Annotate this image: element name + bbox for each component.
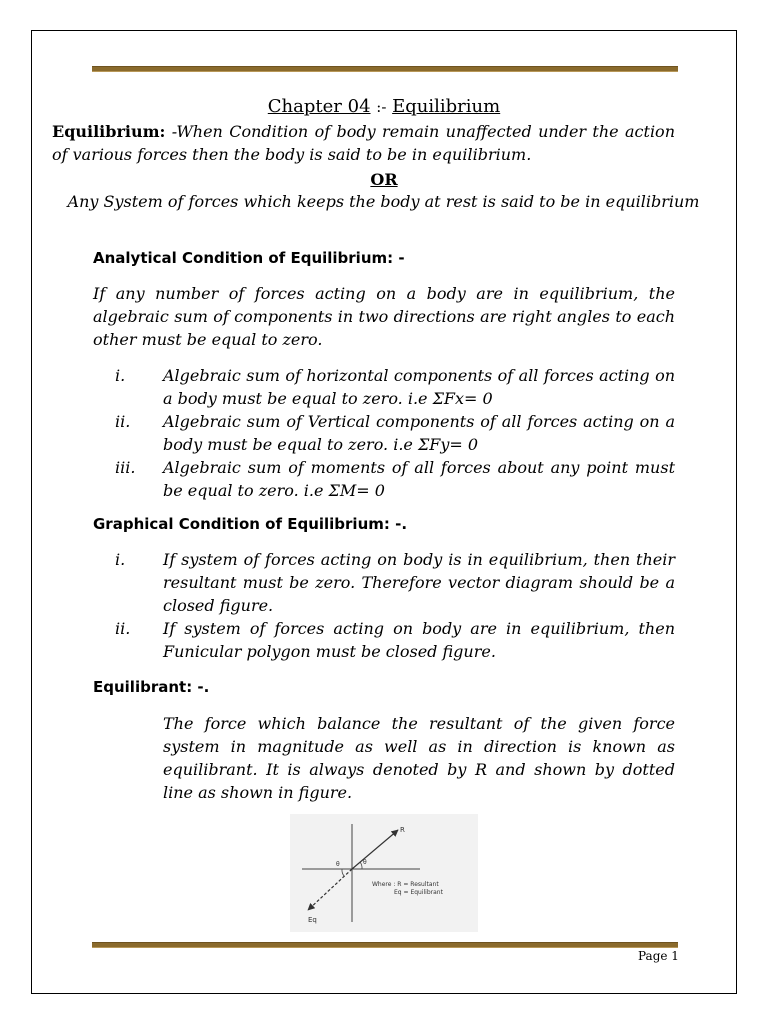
analytical-intro: If any number of forces acting on a body are in equilibrium, the algebraic sum of components in two directions are right angles to each other must be equal to zero. — [93, 284, 675, 349]
angle-arc — [342, 869, 344, 876]
list-item-number: ii. — [115, 412, 131, 431]
chapter-title: Equilibrium — [392, 96, 501, 117]
list-item-number: ii. — [115, 619, 131, 638]
force-diagram — [290, 814, 478, 932]
list-item-number: iii. — [115, 458, 136, 477]
list-item-number: i. — [115, 550, 126, 569]
label-theta: θ — [363, 859, 367, 866]
list-item-number: i. — [115, 366, 126, 385]
legend-line-1: Where : R = Resultant — [372, 881, 439, 888]
legend-line-2: Eq = Equilibrant — [394, 889, 443, 896]
list-item — [93, 410, 675, 456]
label-r: R — [400, 826, 405, 834]
header-rule — [92, 66, 678, 72]
page-number: Page 1 — [638, 949, 679, 963]
list-item-text: If system of forces acting on body are in equilibrium, then Funicular polygon must be closed figure. — [163, 619, 675, 661]
alt-definition: Any System of forces which keeps the body at rest is said to be in equilibrium — [67, 192, 700, 211]
angle-arc — [360, 862, 362, 869]
chapter-label: Chapter 04 — [267, 96, 371, 117]
list-item-text: Algebraic sum of Vertical components of all forces acting on a body must be equal to zero. i.e ΣFy= 0 — [163, 412, 675, 454]
list-item-text: Algebraic sum of moments of all forces about any point must be equal to zero. i.e ΣM= 0 — [163, 458, 675, 500]
definition-term: Equilibrium: — [52, 122, 166, 141]
footer-rule — [92, 942, 678, 948]
analytical-list — [93, 364, 675, 502]
definition-paragraph — [52, 120, 675, 166]
list-item — [93, 456, 675, 502]
list-item-text: If system of forces acting on body is in equilibrium, then their resultant must be zero. Therefore vector diagram should be a closed figure. — [163, 550, 675, 615]
equilibrant-heading: Equilibrant: -. — [93, 678, 210, 696]
equilibrant-arrow — [308, 869, 352, 910]
analytical-heading: Analytical Condition of Equilibrium: - — [93, 249, 405, 267]
label-theta: θ — [336, 861, 340, 868]
list-item — [93, 548, 675, 617]
graphical-heading: Graphical Condition of Equilibrium: -. — [93, 515, 408, 533]
label-eq: Eq — [308, 916, 317, 924]
equilibrant-paragraph: The force which balance the resultant of the given force system in magnitude as well as in direction is known as equilibrant. It is always denoted by R and shown by dotted line as shown in figure. — [163, 714, 675, 802]
equilibrant-figure — [290, 814, 478, 932]
list-item — [93, 617, 675, 663]
list-item — [93, 364, 675, 410]
definition-text: -When Condition of body remain unaffected under the action of various forces then the body is said to be in equilibrium. — [52, 122, 675, 164]
chapter-heading — [0, 96, 768, 117]
chapter-separator: :- — [376, 98, 387, 116]
list-item-text: Algebraic sum of horizontal components of all forces acting on a body must be equal to zero. i.e ΣFx= 0 — [163, 366, 675, 408]
graphical-list — [93, 548, 675, 663]
resultant-arrow — [352, 830, 398, 869]
or-label: OR — [370, 170, 398, 189]
